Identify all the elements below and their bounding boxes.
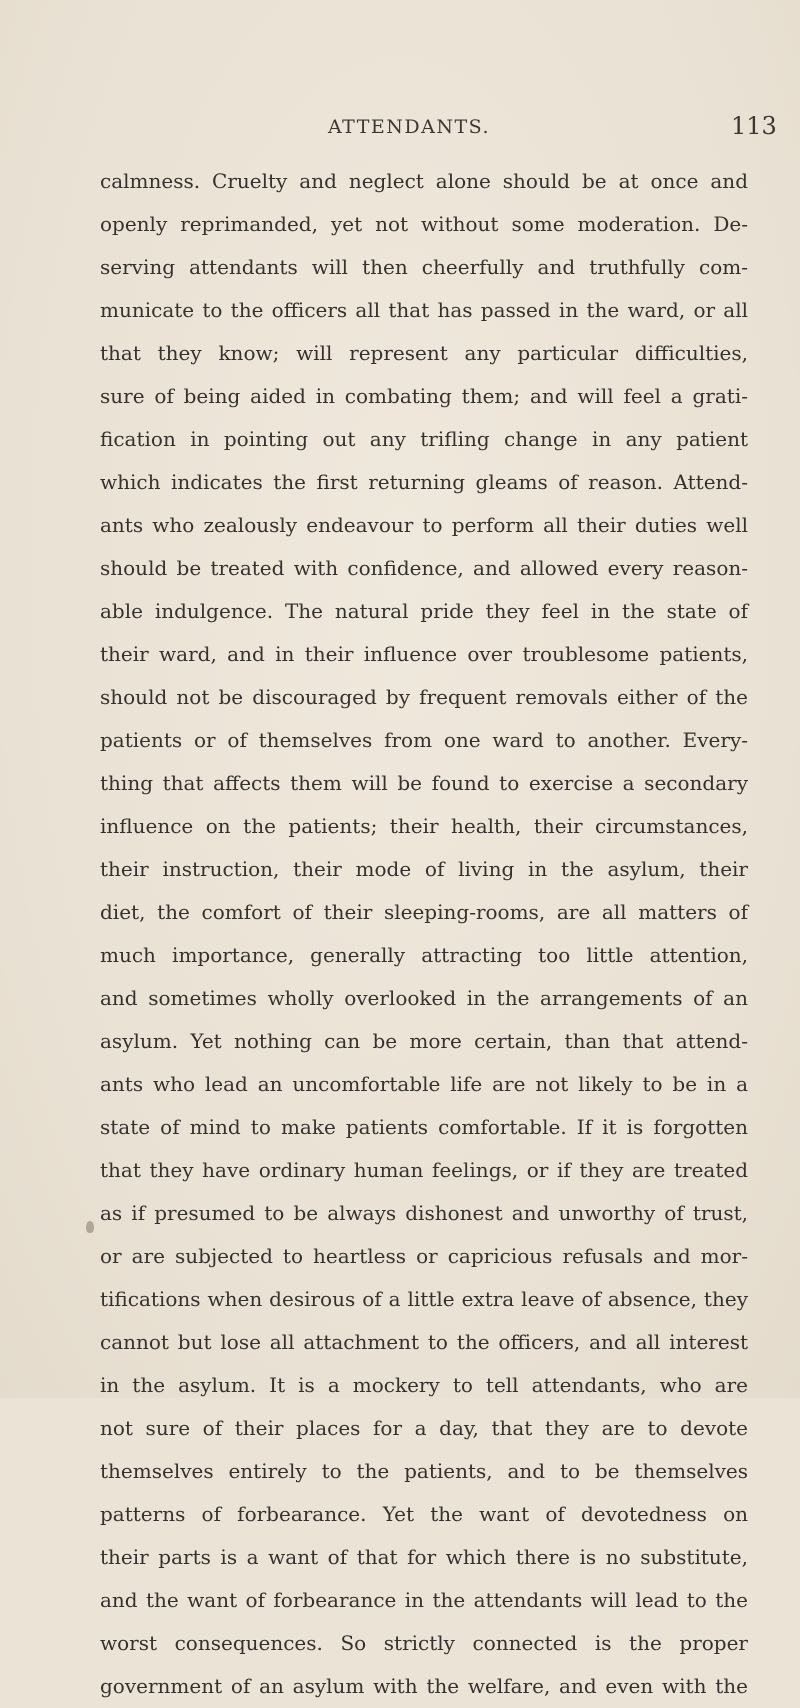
text-line: patterns of forbearance. Yet the want of devotedness on xyxy=(100,1502,748,1526)
text-line: as if presumed to be always dishonest and unworthy of trust, xyxy=(100,1201,748,1225)
text-line: much importance, generally attracting too little attention, xyxy=(100,943,748,967)
text-line: government of an asylum with the welfare, and even with the xyxy=(100,1674,748,1698)
running-head xyxy=(0,108,800,148)
text-line: their instruction, their mode of living in the asylum, their xyxy=(100,857,748,881)
text-line: and the want of forbearance in the attendants will lead to the xyxy=(100,1588,748,1612)
text-line: themselves entirely to the patients, and to be themselves xyxy=(100,1459,748,1483)
page-number: 113 xyxy=(731,112,777,140)
text-line: ants who lead an uncomfortable life are not likely to be in a xyxy=(100,1072,748,1096)
text-line: should be treated with confidence, and allowed every reason- xyxy=(100,556,748,580)
text-line: fication in pointing out any trifling change in any patient xyxy=(100,427,748,451)
text-line: openly reprimanded, yet not without some moderation. De- xyxy=(100,212,748,236)
text-line: asylum. Yet nothing can be more certain, than that attend- xyxy=(100,1029,748,1053)
text-line: which indicates the first returning gleams of reason. Attend- xyxy=(100,470,748,494)
text-line: that they know; will represent any particular difficulties, xyxy=(100,341,748,365)
text-line: patients or of themselves from one ward to another. Every- xyxy=(100,728,748,752)
text-line: diet, the comfort of their sleeping-rooms, are all matters of xyxy=(100,900,748,924)
body-text xyxy=(100,160,748,1708)
text-line: state of mind to make patients comfortable. If it is forgotten xyxy=(100,1115,748,1139)
text-line: ants who zealously endeavour to perform all their duties well xyxy=(100,513,748,537)
text-line: thing that affects them will be found to exercise a secondary xyxy=(100,771,748,795)
text-line: or are subjected to heartless or capricious refusals and mor- xyxy=(100,1244,748,1268)
text-line: able indulgence. The natural pride they feel in the state of xyxy=(100,599,748,623)
margin-ink-mark xyxy=(86,1221,94,1233)
text-line: influence on the patients; their health, their circumstances, xyxy=(100,814,748,838)
text-line: their ward, and in their influence over troublesome patients, xyxy=(100,642,748,666)
text-line: worst consequences. So strictly connected is the proper xyxy=(100,1631,748,1655)
text-line: in the asylum. It is a mockery to tell attendants, who are xyxy=(100,1373,748,1397)
text-line: cannot but lose all attachment to the officers, and all interest xyxy=(100,1330,748,1354)
text-line: municate to the officers all that has passed in the ward, or all xyxy=(100,298,748,322)
text-line: their parts is a want of that for which there is no substitute, xyxy=(100,1545,748,1569)
text-line: not sure of their places for a day, that they are to devote xyxy=(100,1416,748,1440)
running-title: ATTENDANTS. xyxy=(328,116,491,138)
text-line: and sometimes wholly overlooked in the arrangements of an xyxy=(100,986,748,1010)
text-line: that they have ordinary human feelings, or if they are treated xyxy=(100,1158,748,1182)
text-line: sure of being aided in combating them; and will feel a grati- xyxy=(100,384,748,408)
text-line: serving attendants will then cheerfully and truthfully com- xyxy=(100,255,748,279)
text-line: should not be discouraged by frequent removals either of the xyxy=(100,685,748,709)
text-line: calmness. Cruelty and neglect alone should be at once and xyxy=(100,169,748,193)
text-line: tifications when desirous of a little extra leave of absence, they xyxy=(100,1287,748,1311)
